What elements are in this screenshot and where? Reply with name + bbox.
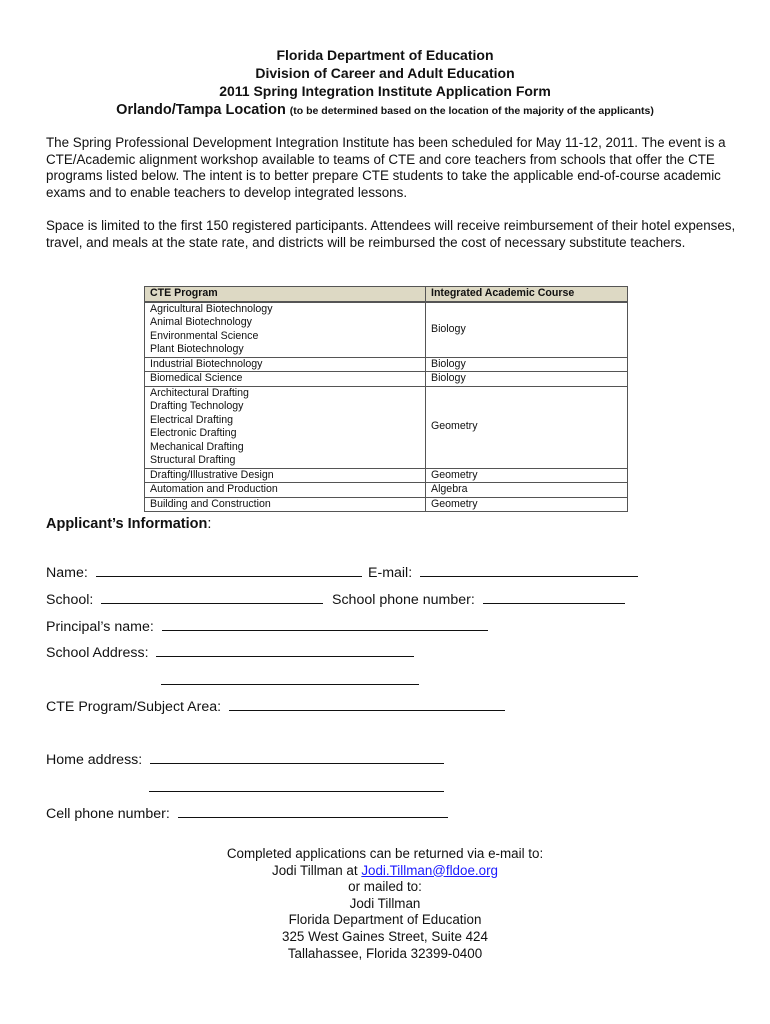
email-field-row [368, 562, 638, 581]
cte-program-field-row [46, 696, 505, 715]
school-address-input-line[interactable] [156, 642, 414, 657]
footer-line-1: Completed applications can be returned via e-mail to: [226, 846, 544, 861]
course-cell: Biology [426, 372, 628, 387]
email-input-line[interactable] [420, 562, 638, 577]
header-division: Division of Career and Adult Education [255, 65, 515, 81]
school-address-label: School Address: [46, 645, 149, 661]
course-cell: Geometry [426, 468, 628, 483]
table-row [145, 497, 628, 512]
program-name: Biomedical Science [145, 372, 426, 387]
cell-phone-label: Cell phone number: [46, 806, 170, 822]
cell-phone-field-row [46, 803, 448, 822]
home-address-field-row [46, 749, 444, 768]
course-cell: Geometry [426, 386, 628, 468]
course-cell: Biology [426, 357, 628, 372]
footer-line-5: Florida Department of Education [288, 912, 482, 928]
course-cell: Geometry [426, 497, 628, 512]
school-phone-input-line[interactable] [483, 589, 625, 604]
school-field-row [46, 589, 323, 608]
applicant-section-title [46, 516, 211, 532]
header-department: Florida Department of Education [276, 47, 494, 63]
school-phone-label: School phone number: [332, 592, 475, 608]
table-row [145, 468, 628, 483]
name-label: Name: [46, 565, 88, 581]
program-name: Agricultural Biotechnology [150, 302, 273, 315]
submission-instructions [0, 846, 770, 962]
table-row [145, 357, 628, 372]
email-label: E-mail: [368, 565, 413, 581]
program-name: Mechanical Drafting [150, 440, 244, 453]
program-name: Animal Biotechnology [150, 316, 252, 328]
footer-line-3: or mailed to: [348, 879, 422, 895]
program-name: Industrial Biotechnology [145, 357, 426, 372]
program-name: Automation and Production [145, 483, 426, 498]
program-name: Electrical Drafting [150, 413, 234, 426]
principal-input-line[interactable] [162, 616, 488, 631]
header-location-note: (to be determined based on the location of the majority of the applicants) [289, 105, 654, 117]
footer-line-2 [0, 863, 770, 880]
form-header [0, 46, 770, 120]
program-name: Plant Biotechnology [150, 343, 244, 355]
header-location: Orlando/Tampa Location [116, 102, 286, 118]
footer-line-4: Jodi Tillman [349, 895, 421, 911]
program-name: Building and Construction [145, 497, 426, 512]
program-cell [145, 302, 426, 358]
footer-line-6: 325 West Gaines Street, Suite 424 [282, 928, 488, 944]
table-header-row [145, 287, 628, 302]
program-name: Drafting/Illustrative Design [145, 468, 426, 483]
program-course-table [144, 286, 628, 512]
intro-paragraph-1: The Spring Professional Development Integration Institute has been scheduled for May 11-12, 2011. The event is a CTE/Academic alignment workshop available to teams of CTE and core teachers from schools that offer the CTE programs listed below. The intent is to better prepare CTE students to take the applicable end-of-course academic exams and to enable teachers to develop integrated lessons. [46, 135, 726, 200]
program-name: Environmental Science [150, 329, 259, 342]
principal-label: Principal’s name: [46, 619, 154, 635]
home-address-input-line-2[interactable] [149, 791, 444, 792]
school-phone-field-row [332, 589, 625, 608]
program-name: Architectural Drafting [150, 386, 249, 399]
table-row [145, 372, 628, 387]
program-name: Electronic Drafting [150, 427, 237, 439]
school-address-input-line-2[interactable] [161, 684, 419, 685]
cte-program-input-line[interactable] [229, 696, 505, 711]
principal-field-row [46, 616, 488, 635]
cell-phone-input-line[interactable] [178, 803, 448, 818]
course-cell: Algebra [426, 483, 628, 498]
program-cell [145, 386, 426, 468]
home-address-input-line[interactable] [150, 749, 444, 764]
program-name: Drafting Technology [150, 400, 244, 412]
form-title: 2011 Spring Integration Institute Application Form [219, 83, 551, 99]
header-cte-program: CTE Program [145, 287, 426, 302]
header-academic-course: Integrated Academic Course [426, 287, 628, 302]
name-input-line[interactable] [96, 562, 362, 577]
school-label: School: [46, 592, 94, 608]
applicant-title-text: Applicant’s Information [46, 516, 208, 532]
course-cell: Biology [426, 302, 628, 358]
footer-contact-prefix: Jodi Tillman at [272, 862, 362, 878]
name-field-row [46, 562, 362, 581]
contact-email-link[interactable]: Jodi.Tillman@fldoe.org [361, 862, 498, 878]
intro-paragraph-2: Space is limited to the first 150 registered participants. Attendees will receive reimbursement of their hotel expenses, travel, and meals at the state rate, and districts will be reimbursed the cost of necessary substitute teachers. [46, 218, 736, 250]
table-row [145, 302, 628, 358]
footer-line-7: Tallahassee, Florida 32399-0400 [287, 945, 483, 961]
header-location-line [0, 100, 770, 120]
program-name: Structural Drafting [150, 454, 236, 466]
cte-program-label: CTE Program/Subject Area: [46, 699, 222, 715]
table-row [145, 483, 628, 498]
school-address-field-row [46, 642, 414, 661]
table-row [145, 386, 628, 468]
home-address-label: Home address: [46, 752, 143, 768]
school-input-line[interactable] [101, 589, 323, 604]
applicant-title-colon: : [207, 516, 212, 532]
